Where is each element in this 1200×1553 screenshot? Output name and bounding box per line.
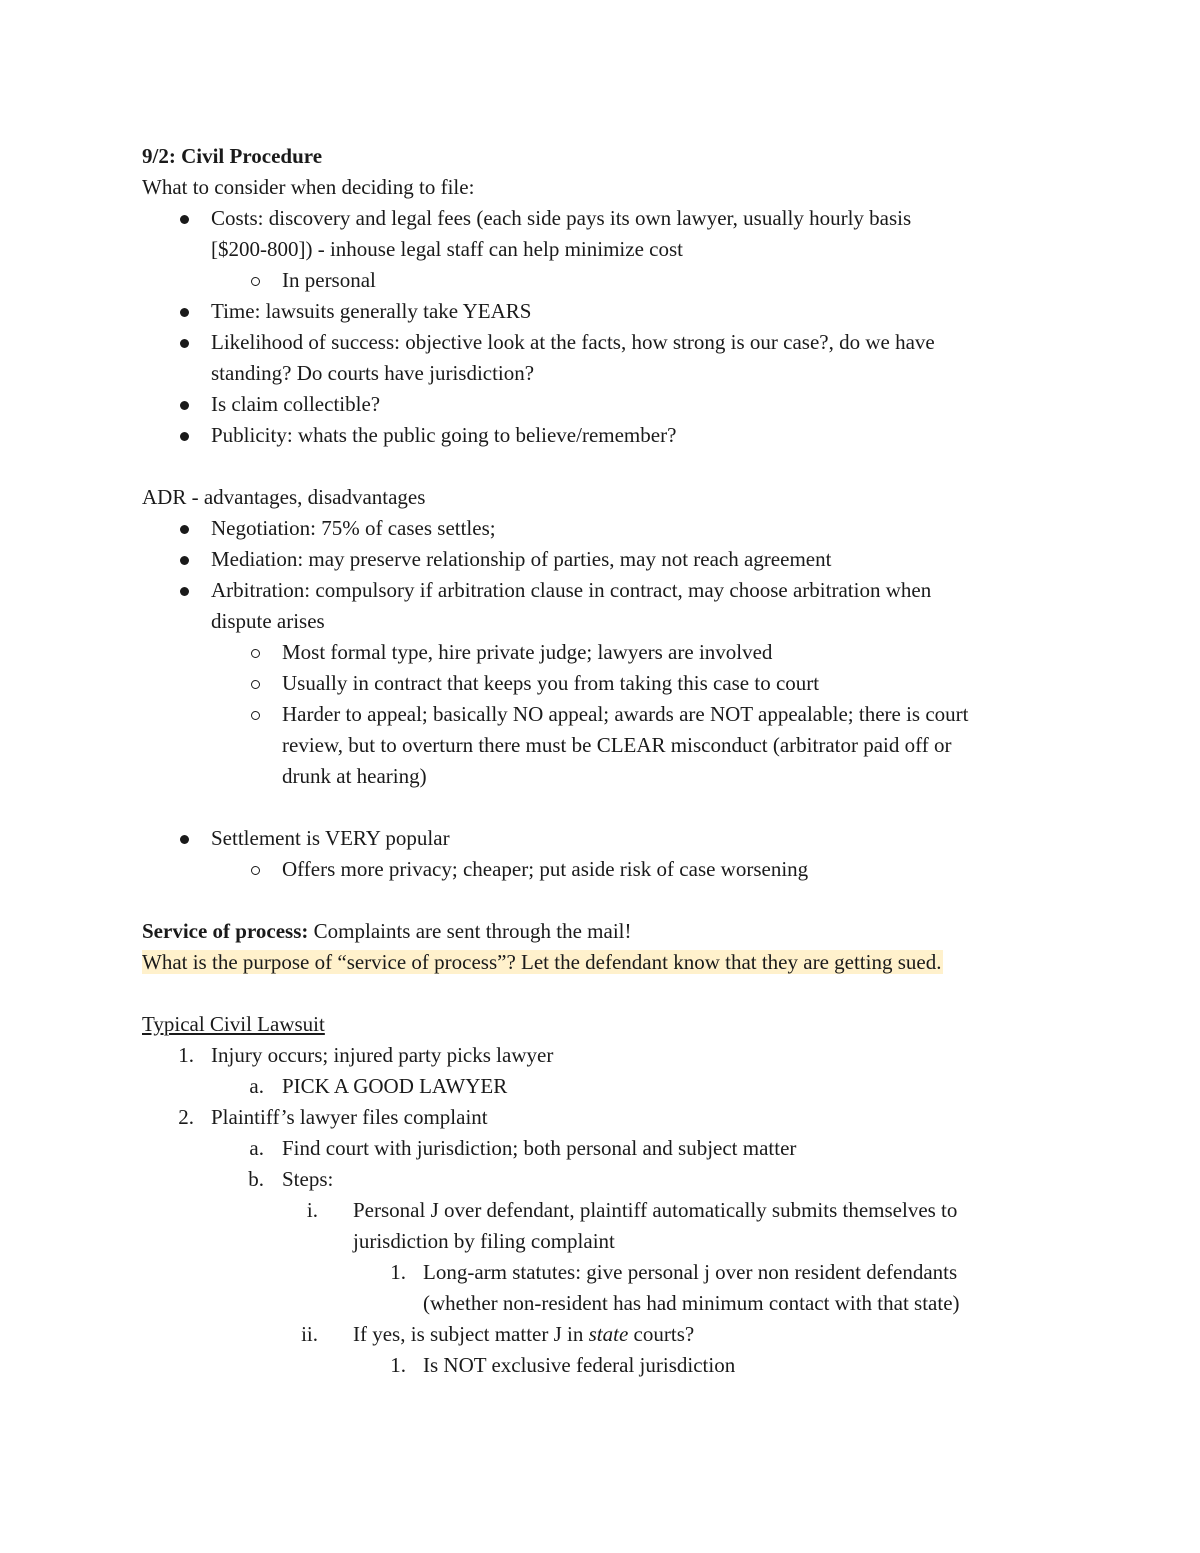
lawsuit-title-line xyxy=(142,1009,1082,1040)
adr-intro-text: ADR - advantages, disadvantages xyxy=(142,485,426,509)
adr-intro xyxy=(142,482,1082,513)
numbered-item-i-1 xyxy=(142,1257,1082,1288)
disc-bullet-icon xyxy=(180,835,189,844)
lawsuit-title: Typical Civil Lawsuit xyxy=(142,1012,325,1036)
circle-bullet-icon xyxy=(251,680,260,689)
service-highlight-line xyxy=(142,947,1082,978)
circle-bullet-icon xyxy=(251,711,260,720)
list-item-mediation xyxy=(142,544,1082,575)
circle-bullet-icon xyxy=(251,277,260,286)
disc-bullet-icon xyxy=(180,215,189,224)
step-i-text-line-1: Personal J over defendant, plaintiff automatically submits themselves to xyxy=(353,1198,958,1222)
numbered-item-1 xyxy=(142,1040,1082,1071)
list-item-collectible xyxy=(142,389,1082,420)
list-item-time xyxy=(142,296,1082,327)
step-ii-text xyxy=(353,1319,694,1350)
list-item-likelihood-continued xyxy=(142,358,1082,389)
page-heading xyxy=(142,141,1082,172)
roman-item-i xyxy=(142,1195,1082,1226)
mediation-text: Mediation: may preserve relationship of parties, may not reach agreement xyxy=(211,547,832,571)
step-i1-text-line-1: Long-arm statutes: give personal j over non resident defendants xyxy=(423,1260,958,1284)
spacer xyxy=(142,451,1082,482)
item2a-text: Find court with jurisdiction; both personal and subject matter xyxy=(282,1136,797,1160)
service-highlight-text: What is the purpose of “service of process”? Let the defendant know that they are getting sued. xyxy=(142,950,942,974)
roman-item-i-continued xyxy=(142,1226,1082,1257)
list-marker: 1. xyxy=(390,1260,406,1284)
consider-intro-text: What to consider when deciding to file: xyxy=(142,175,475,199)
costs-sub-text: In personal xyxy=(282,268,376,292)
document-page xyxy=(142,141,1082,1381)
step-ii-pre: If yes, is subject matter J in xyxy=(353,1322,589,1346)
numbered-item-ii-1 xyxy=(142,1350,1082,1381)
numbered-item-2 xyxy=(142,1102,1082,1133)
disc-bullet-icon xyxy=(180,556,189,565)
arb-sub3-text-line-1: Harder to appeal; basically NO appeal; awards are NOT appealable; there is court xyxy=(282,702,969,726)
collectible-text: Is claim collectible? xyxy=(211,392,381,416)
step-ii1-text: Is NOT exclusive federal jurisdiction xyxy=(423,1353,736,1377)
lettered-item-2b xyxy=(142,1164,1082,1195)
disc-bullet-icon xyxy=(180,525,189,534)
list-marker: 1. xyxy=(178,1043,194,1067)
list-item-arb-sub3-continued xyxy=(142,761,1082,792)
service-label: Service of process: xyxy=(142,919,309,943)
list-marker: i. xyxy=(306,1198,318,1222)
circle-bullet-icon xyxy=(251,866,260,875)
spacer xyxy=(142,978,1082,1009)
item1-text: Injury occurs; injured party picks lawyer xyxy=(211,1043,554,1067)
roman-item-ii xyxy=(142,1319,1082,1350)
settlement-text: Settlement is VERY popular xyxy=(211,826,450,850)
list-item-publicity xyxy=(142,420,1082,451)
spacer xyxy=(142,885,1082,916)
arb-sub3-text-line-2: review, but to overturn there must be CLEAR misconduct (arbitrator paid off or xyxy=(282,733,952,757)
likelihood-text-line-2: standing? Do courts have jurisdiction? xyxy=(211,361,535,385)
costs-text-line-1: Costs: discovery and legal fees (each side pays its own lawyer, usually hourly basis xyxy=(211,206,912,230)
lettered-item-2a xyxy=(142,1133,1082,1164)
list-item-costs-sub xyxy=(142,265,1082,296)
heading-date: 9/2: xyxy=(142,144,176,168)
step-i-text-line-2: jurisdiction by filing complaint xyxy=(353,1229,615,1253)
service-of-process xyxy=(142,916,1082,947)
list-marker: 1. xyxy=(390,1353,406,1377)
item2-text: Plaintiff’s lawyer files complaint xyxy=(211,1105,488,1129)
arb-sub3-text-line-3: drunk at hearing) xyxy=(282,764,427,788)
list-item-arb-sub3 xyxy=(142,699,1082,730)
time-text: Time: lawsuits generally take YEARS xyxy=(211,299,532,323)
disc-bullet-icon xyxy=(180,308,189,317)
arbitration-text-line-2: dispute arises xyxy=(211,609,325,633)
service-text: Complaints are sent through the mail! xyxy=(308,919,632,943)
list-item-settlement-sub xyxy=(142,854,1082,885)
negotiation-text: Negotiation: 75% of cases settles; xyxy=(211,516,496,540)
step-ii-emphasis: state xyxy=(588,1322,629,1346)
list-item-arb-sub3-continued xyxy=(142,730,1082,761)
spacer xyxy=(142,792,1082,823)
publicity-text: Publicity: whats the public going to believe/remember? xyxy=(211,423,677,447)
circle-bullet-icon xyxy=(251,649,260,658)
item1a-text: PICK A GOOD LAWYER xyxy=(282,1074,508,1098)
step-ii-post: courts? xyxy=(628,1322,695,1346)
lettered-item-1a xyxy=(142,1071,1082,1102)
list-marker: 2. xyxy=(178,1105,194,1129)
list-marker: ii. xyxy=(301,1322,318,1346)
step-i1-text-line-2: (whether non-resident has had minimum contact with that state) xyxy=(423,1291,960,1315)
list-item-arbitration-continued xyxy=(142,606,1082,637)
disc-bullet-icon xyxy=(180,587,189,596)
list-item-costs xyxy=(142,203,1082,234)
arbitration-text-line-1: Arbitration: compulsory if arbitration clause in contract, may choose arbitration when xyxy=(211,578,932,602)
costs-text-line-2: [$200-800]) - inhouse legal staff can help minimize cost xyxy=(211,237,683,261)
likelihood-text-line-1: Likelihood of success: objective look at the facts, how strong is our case?, do we have xyxy=(211,330,935,354)
disc-bullet-icon xyxy=(180,432,189,441)
list-item-arb-sub1 xyxy=(142,637,1082,668)
disc-bullet-icon xyxy=(180,401,189,410)
list-item-arb-sub2 xyxy=(142,668,1082,699)
list-item-costs-continued xyxy=(142,234,1082,265)
list-item-negotiation xyxy=(142,513,1082,544)
list-item-settlement xyxy=(142,823,1082,854)
item2b-text: Steps: xyxy=(282,1167,334,1191)
list-item-arbitration xyxy=(142,575,1082,606)
list-item-likelihood xyxy=(142,327,1082,358)
arb-sub1-text: Most formal type, hire private judge; lawyers are involved xyxy=(282,640,773,664)
arb-sub2-text: Usually in contract that keeps you from taking this case to court xyxy=(282,671,820,695)
list-marker: a. xyxy=(249,1136,264,1160)
consider-intro xyxy=(142,172,1082,203)
list-marker: b. xyxy=(248,1167,264,1191)
numbered-item-i-1-continued xyxy=(142,1288,1082,1319)
list-marker: a. xyxy=(249,1074,264,1098)
heading-title: Civil Procedure xyxy=(181,144,323,168)
settlement-sub-text: Offers more privacy; cheaper; put aside risk of case worsening xyxy=(282,857,809,881)
disc-bullet-icon xyxy=(180,339,189,348)
